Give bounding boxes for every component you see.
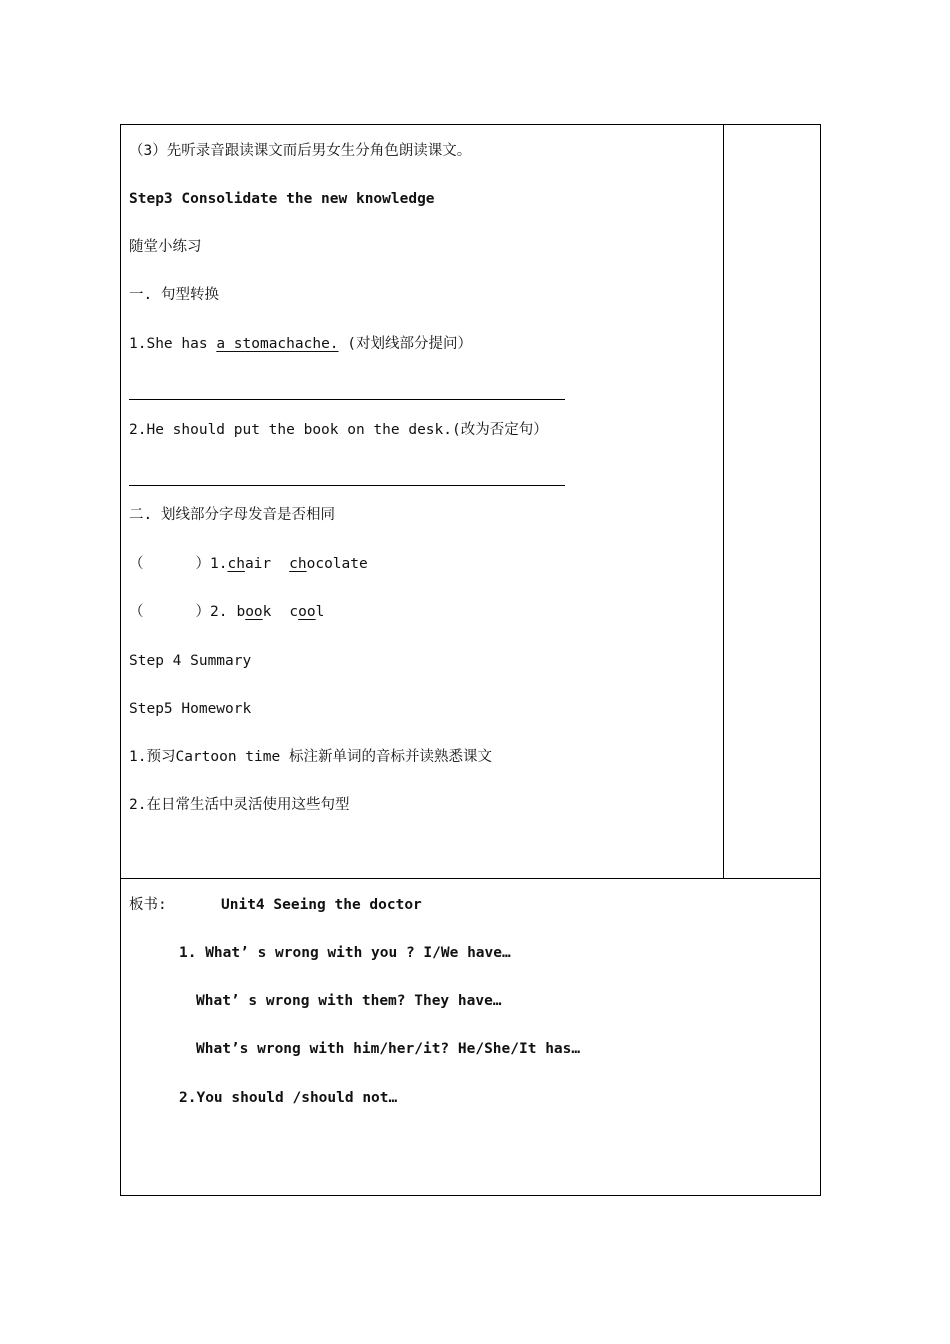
pronunciation-item-2: （ ）2. book cool <box>129 604 325 620</box>
homework-1: 1.预习Cartoon time 标注新单词的音标并读熟悉课文 <box>129 749 492 765</box>
underlined-phrase: a stomachache. <box>216 336 339 352</box>
column-divider <box>723 125 724 879</box>
question-2: 2.He should put the book on the desk.(改为否定句） <box>129 422 548 438</box>
lesson-steps-cell <box>121 125 820 879</box>
step5-heading: Step5 Homework <box>129 701 252 717</box>
question-1: 1.She has a stomachache. (对划线部分提问） <box>129 336 472 352</box>
board-title: Unit4 Seeing the doctor <box>221 897 422 913</box>
section1-title: 一. 句型转换 <box>129 287 219 303</box>
answer-line-2 <box>129 485 565 486</box>
board-label: 板书: <box>129 897 167 913</box>
step4-heading: Step 4 Summary <box>129 653 252 669</box>
answer-line-1 <box>129 399 565 400</box>
lesson-plan-table <box>120 124 821 1196</box>
practice-title: 随堂小练习 <box>129 239 202 255</box>
section2-title: 二. 划线部分字母发音是否相同 <box>129 507 335 523</box>
blackboard-cell <box>121 879 820 1195</box>
board-line-3: What’s wrong with him/her/it? He/She/It has… <box>196 1041 581 1057</box>
step3-heading: Step3 Consolidate the new knowledge <box>129 191 435 207</box>
board-line-4: 2.You should /should not… <box>179 1090 398 1106</box>
pronunciation-item-1: （ ）1.chair chocolate <box>129 556 368 572</box>
board-line-1: 1. What’ s wrong with you ? I/We have… <box>179 945 511 961</box>
board-line-2: What’ s wrong with them? They have… <box>196 993 502 1009</box>
homework-2: 2.在日常生活中灵活使用这些句型 <box>129 797 350 813</box>
reading-instruction: （3）先听录音跟读课文而后男女生分角色朗读课文。 <box>129 143 472 159</box>
